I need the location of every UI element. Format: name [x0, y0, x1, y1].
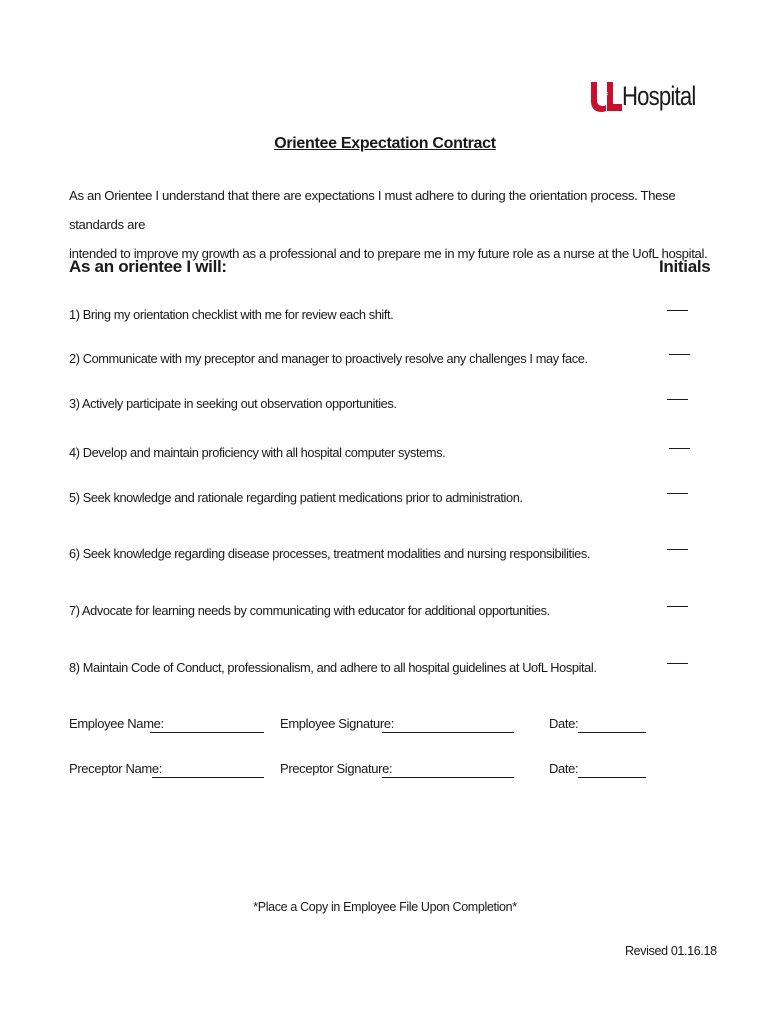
initials-field[interactable] [669, 354, 690, 355]
logo-text: Hospital [622, 81, 696, 111]
preceptor-date-field[interactable] [578, 777, 646, 778]
footnote: *Place a Copy in Employee File Upon Completion* [253, 900, 517, 914]
initials-field[interactable] [667, 493, 688, 494]
section-heading: As an orientee I will: [69, 257, 227, 276]
preceptor-signature-label: Preceptor Signature: [280, 761, 393, 776]
preceptor-date-label: Date: [549, 761, 579, 776]
logo-small-text: OF [600, 93, 609, 99]
intro-line: intended to improve my growth as a professional and to prepare me in my future role as a nurse at the UofL hospital. [69, 246, 708, 261]
revision-date: Revised 01.16.18 [625, 944, 717, 958]
initials-field[interactable] [667, 606, 688, 607]
employee-name-label: Employee Name: [69, 716, 164, 731]
expectation-item: 2) Communicate with my preceptor and manager to proactively resolve any challenges I may face. [69, 351, 588, 366]
expectation-item: 4) Develop and maintain proficiency with all hospital computer systems. [69, 445, 446, 460]
employee-date-label: Date: [549, 716, 579, 731]
ul-hospital-logo [590, 80, 700, 120]
initials-heading: Initials [659, 257, 711, 276]
employee-name-field[interactable] [150, 732, 264, 733]
employee-date-field[interactable] [578, 732, 646, 733]
expectation-item: 8) Maintain Code of Conduct, professionalism, and adhere to all hospital guidelines at UofL Hospital. [69, 660, 597, 675]
expectation-item: 3) Actively participate in seeking out observation opportunities. [69, 396, 397, 411]
intro-paragraph [69, 181, 709, 268]
expectation-item: 7) Advocate for learning needs by communicating with educator for additional opportunities. [69, 603, 550, 618]
preceptor-name-field[interactable] [152, 777, 264, 778]
initials-field[interactable] [669, 448, 690, 449]
employee-signature-field[interactable] [382, 732, 514, 733]
initials-field[interactable] [667, 310, 688, 311]
expectation-item: 6) Seek knowledge regarding disease processes, treatment modalities and nursing responsibilities. [69, 546, 591, 561]
initials-field[interactable] [667, 663, 688, 664]
employee-signature-label: Employee Signature: [280, 716, 395, 731]
ul-mark-icon [590, 80, 622, 114]
preceptor-signature-field[interactable] [382, 777, 514, 778]
initials-field[interactable] [667, 399, 688, 400]
preceptor-name-label: Preceptor Name: [69, 761, 163, 776]
initials-field[interactable] [667, 549, 688, 550]
expectation-item: 1) Bring my orientation checklist with me for review each shift. [69, 307, 394, 322]
page-title: Orientee Expectation Contract [274, 135, 496, 152]
expectation-item: 5) Seek knowledge and rationale regarding patient medications prior to administration. [69, 490, 523, 505]
intro-line: As an Orientee I understand that there are expectations I must adhere to during the orientation process. These standards are [69, 188, 676, 232]
